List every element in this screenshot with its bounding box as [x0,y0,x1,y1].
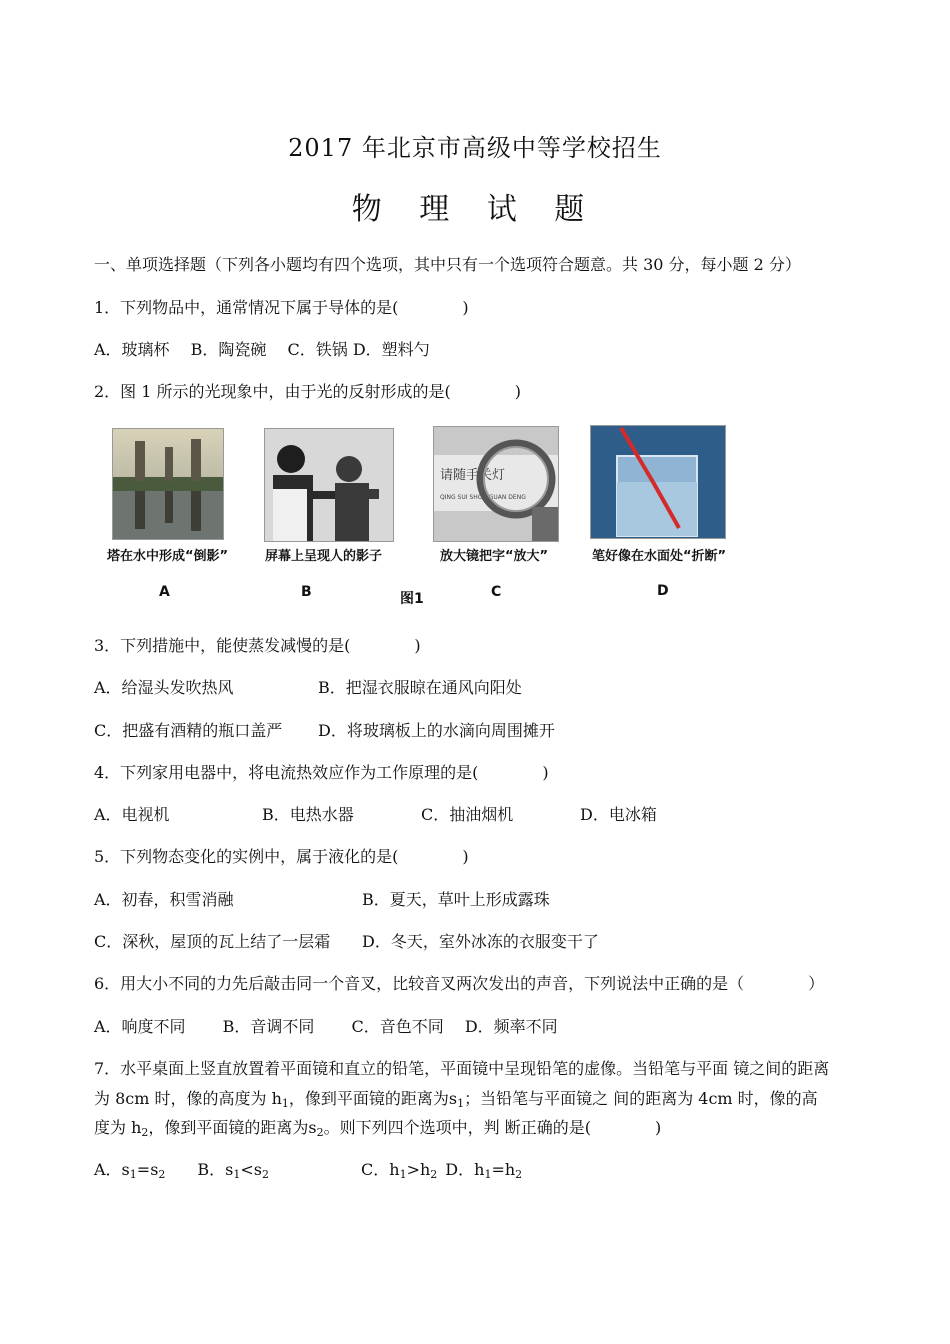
q6-options: A．响度不同 B．音调不同 C．音色不同 D．频率不同 [94,1017,558,1036]
page-subtitle: 物 理 试 题 [351,192,599,227]
figure-b-label: B [301,584,312,600]
q7-line-1: 7．水平桌面上竖直放置着平面镜和直立的铅笔，平面镜中呈现铅笔的虚像。当铅笔与平面 镜之间的距离 [94,1059,830,1078]
q4-option-b: B．电热水器 [262,805,354,824]
q7-line-3: 度为 $h_2$，像到平面镜的距离为$s_2$。则下列四个选项中，判 断正确的是( ) [94,1118,662,1139]
figure-b-image [264,428,394,542]
beaker-pencil-icon [591,426,725,538]
q3-option-c: C．把盛有酒精的瓶口盖严 [94,721,283,740]
figure-c-image [433,426,559,542]
q3-stem: 3．下列措施中，能使蒸发减慢的是( ) [94,636,421,655]
figure-b-caption: 屏幕上呈现人的影子 [265,549,383,564]
page-title: 2017 年北京市高级中等学校招生 [288,134,662,162]
figure-c-label: C [491,584,502,600]
q4-option-a: A．电视机 [94,805,170,824]
sign-pinyin: QING SUI SHOU GUAN DENG [440,494,526,501]
figure-d-image [590,425,726,539]
q5-option-a: A．初春，积雪消融 [94,890,234,909]
figure-a-label: A [159,584,170,600]
figure-d-caption: 笔好像在水面处“折断” [592,549,727,564]
q1-stem: 1．下列物品中，通常情况下属于导体的是( ) [94,298,469,317]
q4-option-c: C．抽油烟机 [421,805,514,824]
figure-d-label: D [657,583,669,599]
q4-option-d: D．电冰箱 [580,805,657,824]
q5-option-d: D．冬天，室外冰冻的衣服变干了 [362,932,599,951]
section-heading: 一、单项选择题（下列各小题均有四个选项，其中只有一个选项符合题意。共 30 分，每小题 2 分） [94,255,801,274]
figure-a-caption: 塔在水中形成“倒影” [107,549,229,564]
q4-stem: 4．下列家用电器中，将电流热效应作为工作原理的是( ) [94,763,549,782]
figure-a-image [112,428,224,540]
q7-line-2: 为 8cm 时，像的高度为 $h_1$，像到平面镜的距离为$s_1$；当铅笔与平面镜之 间的距离为 4cm 时，像的高 [94,1089,818,1110]
figure-number: 图1 [400,591,424,607]
figure-c-caption: 放大镜把字“放大” [440,549,549,564]
q3-option-b: B．把湿衣服晾在通风向阳处 [318,678,522,697]
q1-options: A．玻璃杯 B．陶瓷碗 C．铁锅 D．塑料勺 [94,340,430,359]
q5-option-c: C．深秋，屋顶的瓦上结了一层霜 [94,932,331,951]
q3-option-d: D．将玻璃板上的水滴向周围摊开 [318,721,555,740]
magnifier-icon [434,427,558,541]
q7-options: A．$s_1=s_2$ B．$s_1<s_2$ C．$h_1>h_2$ D．$h_1=h_2$ [94,1160,523,1181]
q2-stem: 2．图 1 所示的光现象中，由于光的反射形成的是( ) [94,382,522,401]
q5-option-b: B．夏天，草叶上形成露珠 [362,890,550,909]
pagoda-reflection-icon [113,429,223,539]
sign-text: 请随手关灯 [440,468,506,483]
q6-stem: 6．用大小不同的力先后敲击同一个音叉，比较音叉两次发出的声音，下列说法中正确的是（ ） [94,974,825,993]
shadow-screen-icon [265,429,393,541]
q3-option-a: A．给湿头发吹热风 [94,678,234,697]
q5-stem: 5．下列物态变化的实例中，属于液化的是( ) [94,847,469,866]
